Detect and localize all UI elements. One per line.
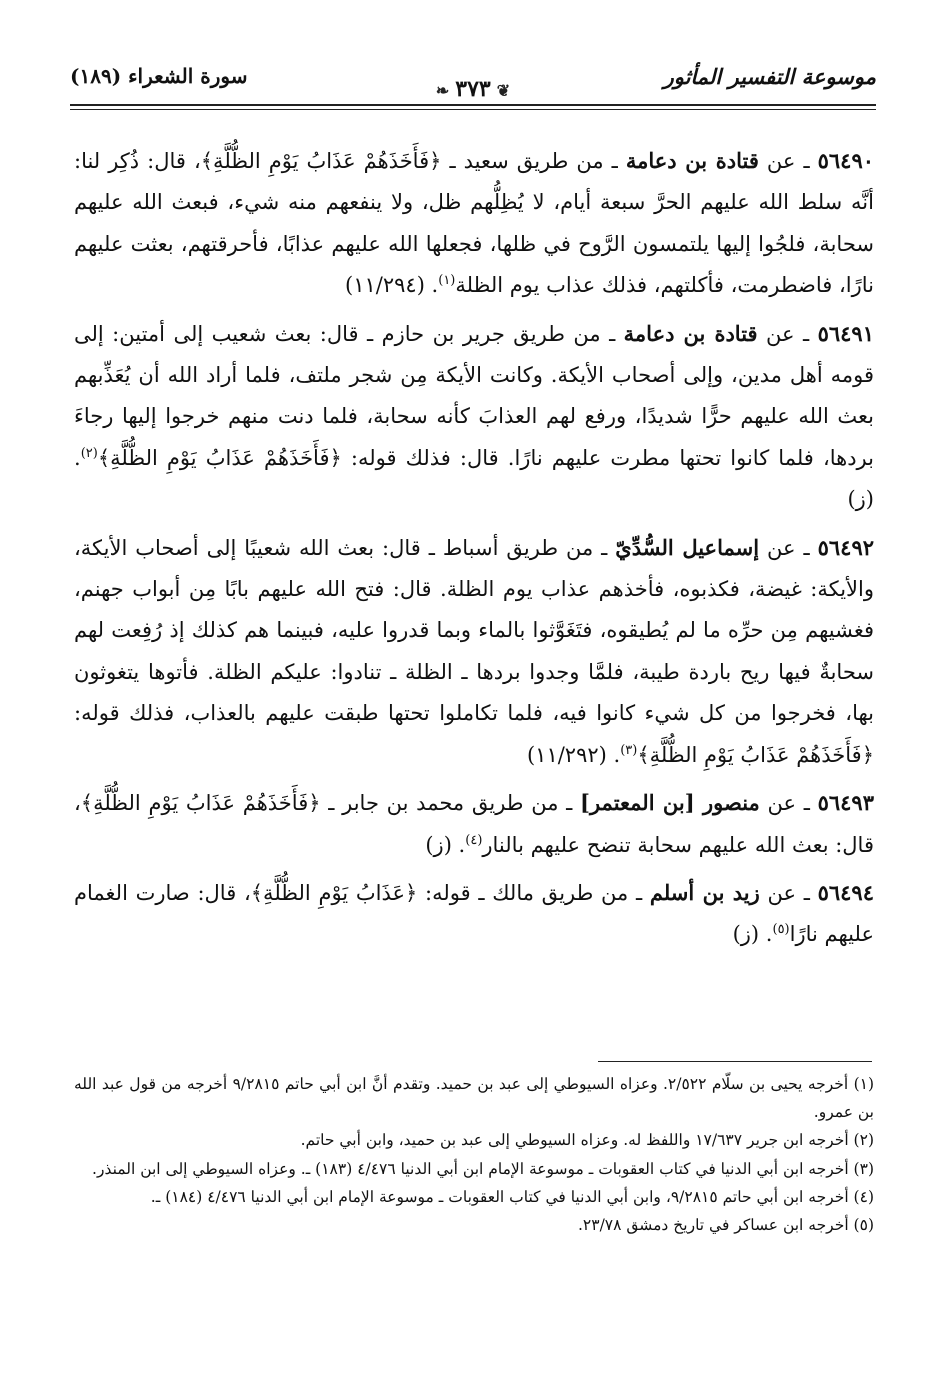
footnote-ref: (٤) — [465, 832, 483, 848]
entry-separator: ـ عن — [759, 791, 818, 816]
main-text — [74, 140, 874, 962]
ornament-left-icon: ❧ — [435, 81, 450, 100]
narrator-name: زيد بن أسلم — [649, 879, 760, 905]
entry-source: . (١١/٢٩٢) — [526, 742, 621, 767]
footnote: (٤) أخرجه ابن أبي حاتم ٩/٢٨١٥، وابن أبي الدنيا في كتاب العقوبات ـ موسوعة الإمام ابن أبي الدنيا ٤/٤٧٦ (١٨٤) ـ. — [150, 1187, 874, 1206]
isnad-chain: ـ من طريق محمد بن جابر ـ — [320, 791, 581, 816]
footnote-ref: (٥) — [772, 922, 790, 938]
page-number: ٣٧٣ — [455, 76, 491, 102]
quran-verse: ﴿فَأَخَذَهُمْ عَذَابُ يَوْمِ الظُّلَّةِ﴾ — [97, 445, 342, 470]
narrator-name: قتادة بن دعامة — [623, 320, 758, 346]
footnote-ref: (٣) — [620, 742, 638, 758]
quran-verse: ﴿عَذَابُ يَوْمِ الظُّلَّةِ﴾ — [250, 880, 418, 905]
entry-number: ٥٦٤٩١ — [817, 320, 874, 346]
footnote: (٢) أخرجه ابن جرير ١٧/٦٣٧ واللفظ له. وعزاه السيوطي إلى عبد بن حميد، وابن أبي حاتم. — [300, 1131, 874, 1150]
footnote-ref: (٢) — [80, 445, 98, 461]
surah-title: سورة الشعراء (١٨٩) — [70, 64, 248, 88]
isnad-chain: ـ من طريق سعيد ـ — [441, 149, 626, 173]
narrator-name: منصور [بن المعتمر] — [580, 790, 760, 816]
entry-source: . (ز) — [74, 445, 874, 512]
entry-separator: ـ عن — [757, 321, 818, 346]
quran-verse: ﴿فَأَخَذَهُمْ عَذَابُ يَوْمِ الظُّلَّةِ﴾ — [80, 791, 321, 816]
entry-source: . (ز) — [732, 922, 773, 947]
footnote: (١) أخرجه يحيى بن سلّام ٢/٥٢٢. وعزاه السيوطي إلى عبد بن حميد. وتقدم أنَّ ابن أبي حاتم ٩/٢٨١٥ أخرجه من قول عبد الله بن عمرو. — [74, 1075, 875, 1122]
book-title: موسوعة التفسير المأثور — [663, 64, 876, 89]
entry-number: ٥٦٤٩٤ — [817, 879, 874, 905]
isnad-chain: ـ من طريق مالك ـ قوله: — [417, 880, 650, 905]
entry-separator: ـ عن — [758, 149, 818, 173]
entry-text: ، قال: بعث الله عليهم سحابة تنضح عليهم بالنار — [74, 791, 874, 857]
entry-separator: ـ عن — [759, 880, 818, 905]
entry-text: قال: بعث شعيب إلى أمتين: إلى قومه أهل مدين، وإلى أصحاب الأيكة. وكانت الأيكة مِن شجر ملتف، فلما أراد الله أن يُعَذِّبهم بعث الله عليهم حرًّا شديدًا، ورفع لهم العذابَ كأنه سحابة، فلما دنت منهم خرجوا إليها رجاءَ بردها، فلما كانوا تحتها مطرت عليهم نارًا. قال: فذلك قوله: — [74, 321, 874, 470]
entry-text: قال: بعث الله شعيبًا إلى أصحاب الأيكة، والأيكة: غيضة، فكذبوه، فأخذهم عذاب يوم الظلة. قال: فتح الله عليهم بابًا مِن أبواب جهنم، فغشيهم مِن حرِّه ما لم يُطيقوه، فتَغَوَّثوا بالماء وبما قدروا عليه، فبينما هم كذلك إذ رُفِعت لهم سحابةٌ فيها ريح باردة طيبة، فلمَّا وجدوا بردها ـ الظلة ـ تنادوا: عليكم الظلة. فأتوها يتغوثون بها، فخرجوا من كل شيء كانوا فيه، فلما تكاملوا تحتها طبقت عليهم بالعذاب، فذلك قوله: — [74, 535, 874, 726]
footnote-rule — [598, 1061, 872, 1062]
footnotes — [74, 1070, 874, 1239]
footnote: (٥) أخرجه ابن عساكر في تاريخ دمشق ٢٣/٧٨. — [577, 1216, 874, 1235]
page-header — [70, 62, 876, 102]
footnote-ref: (١) — [438, 273, 456, 289]
narrator-name: قتادة بن دعامة — [625, 148, 759, 173]
footnote: (٣) أخرجه ابن أبي الدنيا في كتاب العقوبات ـ موسوعة الإمام ابن أبي الدنيا ٤/٤٧٦ (١٨٣) ـ. وعزاه السيوطي إلى ابن المنذر. — [92, 1159, 874, 1178]
entry-separator: ـ عن — [759, 535, 818, 560]
entry-number: ٥٦٤٩٢ — [817, 534, 875, 560]
entry-text: ، قال: ذُكِر لنا: أنَّه سلط الله عليهم الحرَّ سبعة أيام، لا يُظِلُّهم ظل، ولا ينفعهم منه شيء، فبعث الله عليهم سحابة، فلجُوا إليها يلتمسون الرَّوح في ظلها، فجعلها الله عليهم عذابًا، فأحرقتهم، بعثت عليهم نارًا، فاضطرمت، فأكلتهم، فذلك عذاب يوم الظلة — [74, 149, 874, 298]
entry-text: ، قال: صارت الغمام عليهم نارًا — [74, 880, 874, 947]
entry — [74, 872, 874, 956]
header-rule — [70, 104, 876, 106]
entry — [74, 313, 874, 521]
entry — [74, 782, 874, 866]
quran-verse: ﴿فَأَخَذَهُمْ عَذَابُ يَوْمِ الظُّلَّةِ﴾ — [200, 149, 442, 173]
entry — [74, 140, 874, 307]
isnad-chain: ـ من طريق أسباط ـ — [420, 535, 616, 560]
isnad-chain: ـ من طريق جرير بن حازم ـ — [358, 321, 624, 346]
narrator-name: إسماعيل السُّدِّيّ — [615, 534, 760, 560]
quran-verse: ﴿فَأَخَذَهُمْ عَذَابُ يَوْمِ الظُّلَّةِ﴾ — [637, 742, 874, 767]
entry-source: . (١١/٢٩٤) — [345, 273, 439, 298]
ornament-right-icon: ❦ — [496, 81, 511, 100]
entry-number: ٥٦٤٩٠ — [817, 148, 875, 173]
entry-number: ٥٦٤٩٣ — [817, 790, 874, 816]
entry — [74, 527, 874, 776]
entry-source: . (ز) — [425, 832, 466, 857]
header-rule-thin — [70, 109, 876, 110]
